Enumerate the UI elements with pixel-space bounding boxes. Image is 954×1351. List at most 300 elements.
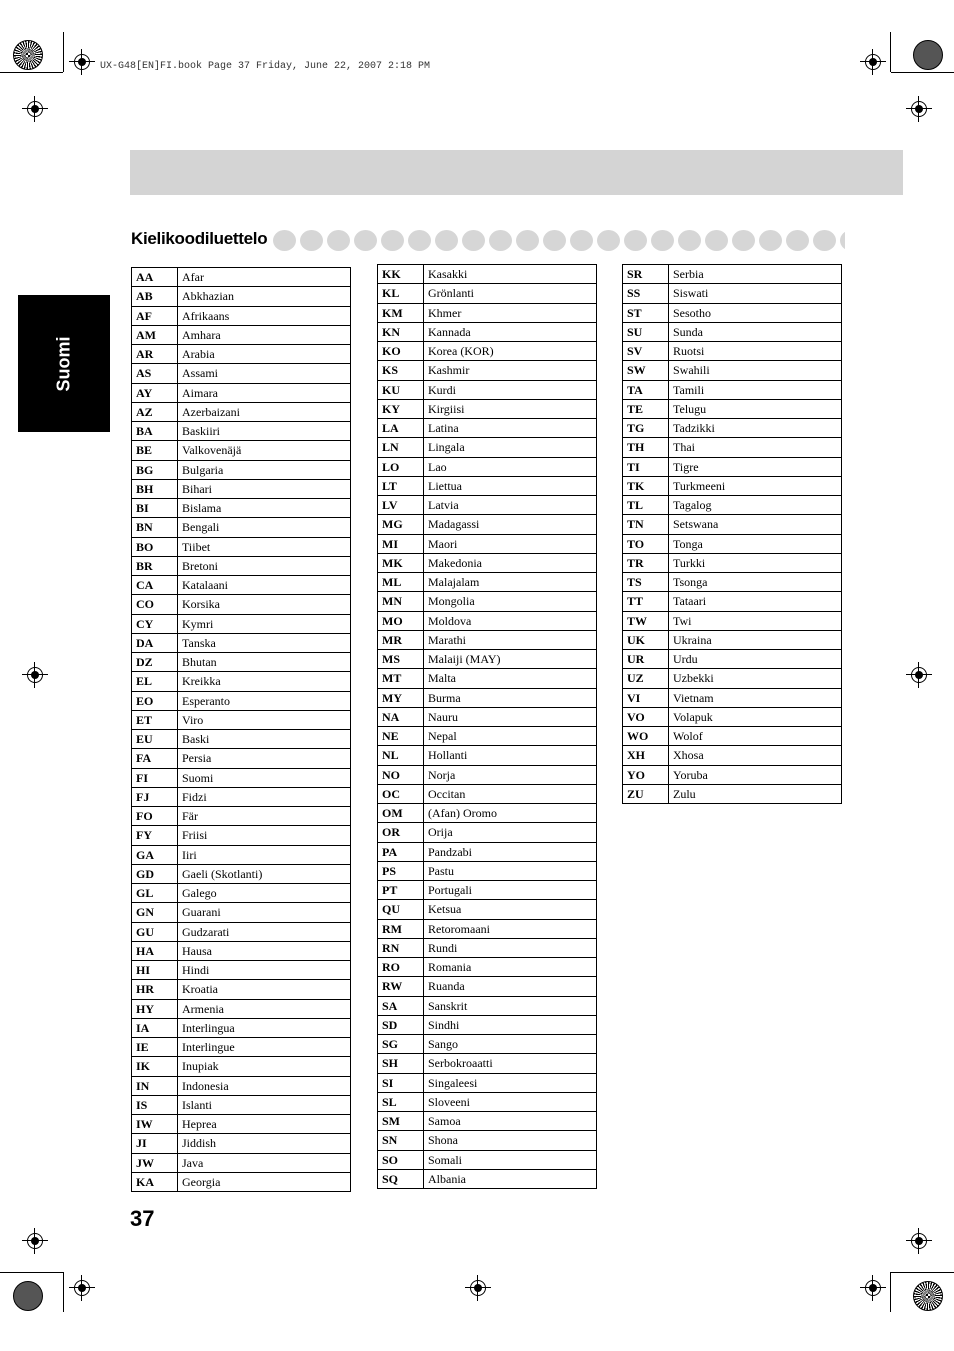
language-code: ET bbox=[132, 710, 178, 729]
language-code: GA bbox=[132, 845, 178, 864]
table-row bbox=[378, 765, 597, 784]
dot bbox=[273, 230, 296, 251]
table-row bbox=[132, 980, 351, 999]
language-name: Swahili bbox=[669, 361, 842, 380]
crop-mark bbox=[63, 1272, 64, 1312]
language-name: Ruotsi bbox=[669, 342, 842, 361]
language-name: Bihari bbox=[178, 479, 351, 498]
language-name: Urdu bbox=[669, 650, 842, 669]
language-name: Kashmir bbox=[424, 361, 597, 380]
language-name: Thai bbox=[669, 438, 842, 457]
table-row bbox=[378, 1054, 597, 1073]
language-code: SN bbox=[378, 1131, 424, 1150]
language-name: Tamili bbox=[669, 380, 842, 399]
language-code: SG bbox=[378, 1035, 424, 1054]
language-code: UR bbox=[623, 650, 669, 669]
crop-mark bbox=[890, 32, 891, 72]
crop-mark bbox=[0, 72, 63, 73]
table-row bbox=[378, 265, 597, 284]
language-name: Latvia bbox=[424, 496, 597, 515]
language-code: TT bbox=[623, 592, 669, 611]
language-name: Khmer bbox=[424, 303, 597, 322]
language-code: NE bbox=[378, 727, 424, 746]
language-code: AM bbox=[132, 325, 178, 344]
language-name: Nepal bbox=[424, 727, 597, 746]
table-row bbox=[378, 669, 597, 688]
language-code: AR bbox=[132, 345, 178, 364]
table-row bbox=[623, 611, 842, 630]
table-row bbox=[378, 342, 597, 361]
language-name: Sango bbox=[424, 1035, 597, 1054]
table-row bbox=[623, 573, 842, 592]
table-row bbox=[378, 1092, 597, 1111]
language-name: Singaleesi bbox=[424, 1073, 597, 1092]
table-row bbox=[623, 765, 842, 784]
language-name: Marathi bbox=[424, 630, 597, 649]
language-code: VI bbox=[623, 688, 669, 707]
language-name: Yoruba bbox=[669, 765, 842, 784]
table-row bbox=[378, 861, 597, 880]
dot bbox=[462, 230, 485, 251]
language-name: Albania bbox=[424, 1169, 597, 1188]
table-row bbox=[623, 534, 842, 553]
table-row bbox=[378, 900, 597, 919]
language-code: JW bbox=[132, 1153, 178, 1172]
dot bbox=[651, 230, 674, 251]
language-name: Ukraina bbox=[669, 630, 842, 649]
language-code: HA bbox=[132, 941, 178, 960]
table-row bbox=[132, 961, 351, 980]
table-row bbox=[132, 1153, 351, 1172]
table-row bbox=[132, 730, 351, 749]
table-row bbox=[132, 653, 351, 672]
language-code: RN bbox=[378, 938, 424, 957]
dot bbox=[543, 230, 566, 251]
language-code: PA bbox=[378, 842, 424, 861]
language-code: XH bbox=[623, 746, 669, 765]
crop-mark bbox=[890, 1272, 891, 1312]
table-row bbox=[378, 1112, 597, 1131]
language-name: Turkmeeni bbox=[669, 476, 842, 495]
language-name: Vietnam bbox=[669, 688, 842, 707]
table-row bbox=[378, 938, 597, 957]
table-row bbox=[378, 977, 597, 996]
table-row bbox=[378, 284, 597, 303]
table-row bbox=[132, 422, 351, 441]
table-row bbox=[378, 650, 597, 669]
table-row bbox=[132, 922, 351, 941]
dot bbox=[732, 230, 755, 251]
table-row bbox=[132, 807, 351, 826]
language-code: GL bbox=[132, 884, 178, 903]
language-code: KK bbox=[378, 265, 424, 284]
language-code: NL bbox=[378, 746, 424, 765]
table-row bbox=[623, 399, 842, 418]
dot bbox=[435, 230, 458, 251]
language-code: MY bbox=[378, 688, 424, 707]
table-row bbox=[378, 1169, 597, 1188]
dot bbox=[840, 230, 845, 251]
table-row bbox=[132, 1115, 351, 1134]
language-code: KN bbox=[378, 322, 424, 341]
language-name: Suomi bbox=[178, 768, 351, 787]
language-code: MG bbox=[378, 515, 424, 534]
language-name: Bislama bbox=[178, 499, 351, 518]
table-row bbox=[378, 496, 597, 515]
table-row bbox=[623, 669, 842, 688]
table-row bbox=[132, 306, 351, 325]
language-name: Gudzarati bbox=[178, 922, 351, 941]
table-row bbox=[132, 903, 351, 922]
language-name: Somali bbox=[424, 1150, 597, 1169]
table-row bbox=[132, 826, 351, 845]
table-row bbox=[378, 322, 597, 341]
language-name: Wolof bbox=[669, 727, 842, 746]
registration-disc-icon bbox=[13, 40, 43, 70]
language-code: SH bbox=[378, 1054, 424, 1073]
table-row bbox=[378, 592, 597, 611]
language-code: IE bbox=[132, 1038, 178, 1057]
language-name: Retoromaani bbox=[424, 919, 597, 938]
table-row bbox=[132, 402, 351, 421]
language-name: Assami bbox=[178, 364, 351, 383]
language-code: CO bbox=[132, 595, 178, 614]
language-name: Kurdi bbox=[424, 380, 597, 399]
language-code: VO bbox=[623, 707, 669, 726]
table-row bbox=[623, 361, 842, 380]
language-code: FI bbox=[132, 768, 178, 787]
language-name: Zulu bbox=[669, 784, 842, 803]
table-row bbox=[623, 476, 842, 495]
table-row bbox=[378, 438, 597, 457]
language-code: TG bbox=[623, 419, 669, 438]
language-name: Pastu bbox=[424, 861, 597, 880]
table-row bbox=[132, 864, 351, 883]
language-name: Heprea bbox=[178, 1115, 351, 1134]
language-code: FY bbox=[132, 826, 178, 845]
table-row bbox=[132, 268, 351, 287]
table-row bbox=[623, 592, 842, 611]
table-row bbox=[378, 919, 597, 938]
language-code: IA bbox=[132, 1018, 178, 1037]
page-number: 37 bbox=[130, 1206, 155, 1231]
table-row bbox=[132, 749, 351, 768]
table-row bbox=[132, 1095, 351, 1114]
language-name: Georgia bbox=[178, 1172, 351, 1191]
table-row bbox=[623, 438, 842, 457]
crop-mark bbox=[891, 72, 954, 73]
table-row bbox=[623, 553, 842, 572]
language-name: Pandzabi bbox=[424, 842, 597, 861]
table-row bbox=[378, 1073, 597, 1092]
language-name: Sindhi bbox=[424, 1015, 597, 1034]
language-name: Burma bbox=[424, 688, 597, 707]
language-code: EO bbox=[132, 691, 178, 710]
language-name: Hausa bbox=[178, 941, 351, 960]
language-code: BI bbox=[132, 499, 178, 518]
language-code: FJ bbox=[132, 787, 178, 806]
language-name: Maori bbox=[424, 534, 597, 553]
print-header: UX-G48[EN]FI.book Page 37 Friday, June 22, 2007 2:18 PM bbox=[100, 61, 431, 72]
language-name: Tagalog bbox=[669, 496, 842, 515]
language-code: BO bbox=[132, 537, 178, 556]
language-code: MN bbox=[378, 592, 424, 611]
language-code: KY bbox=[378, 399, 424, 418]
table-row bbox=[132, 884, 351, 903]
language-name: Tsonga bbox=[669, 573, 842, 592]
language-name: Tataari bbox=[669, 592, 842, 611]
language-code: OC bbox=[378, 784, 424, 803]
language-code: MS bbox=[378, 650, 424, 669]
language-code: RW bbox=[378, 977, 424, 996]
language-code: KM bbox=[378, 303, 424, 322]
language-code: SU bbox=[623, 322, 669, 341]
section-title: Kielikoodiluettelo bbox=[131, 229, 268, 248]
table-row bbox=[378, 611, 597, 630]
table-row bbox=[132, 845, 351, 864]
language-code: IS bbox=[132, 1095, 178, 1114]
table-row bbox=[623, 457, 842, 476]
table-row bbox=[132, 595, 351, 614]
language-code: TW bbox=[623, 611, 669, 630]
language-side-tab bbox=[18, 295, 110, 432]
table-row bbox=[378, 553, 597, 572]
language-name: Kirgiisi bbox=[424, 399, 597, 418]
table-row bbox=[378, 1131, 597, 1150]
language-name: Kreikka bbox=[178, 672, 351, 691]
language-code: DA bbox=[132, 633, 178, 652]
language-name: Uzbekki bbox=[669, 669, 842, 688]
table-row bbox=[623, 342, 842, 361]
language-code: CA bbox=[132, 576, 178, 595]
language-name: Madagassi bbox=[424, 515, 597, 534]
language-code: AF bbox=[132, 306, 178, 325]
language-name: Arabia bbox=[178, 345, 351, 364]
language-name: Hindi bbox=[178, 961, 351, 980]
language-name: Shona bbox=[424, 1131, 597, 1150]
table-row bbox=[132, 1018, 351, 1037]
table-row bbox=[378, 361, 597, 380]
language-name: Bhutan bbox=[178, 653, 351, 672]
table-row bbox=[132, 479, 351, 498]
language-code: UK bbox=[623, 630, 669, 649]
language-code: SA bbox=[378, 996, 424, 1015]
language-code: BH bbox=[132, 479, 178, 498]
language-name: Java bbox=[178, 1153, 351, 1172]
language-name: Grönlanti bbox=[424, 284, 597, 303]
dot bbox=[786, 230, 809, 251]
dot bbox=[489, 230, 512, 251]
language-code: BR bbox=[132, 556, 178, 575]
title-dot-rule bbox=[273, 230, 845, 252]
table-row bbox=[132, 1134, 351, 1153]
language-code: ST bbox=[623, 303, 669, 322]
language-name: Romania bbox=[424, 958, 597, 977]
table-row bbox=[378, 688, 597, 707]
language-name: Hollanti bbox=[424, 746, 597, 765]
language-name: Serbia bbox=[669, 265, 842, 284]
table-row bbox=[378, 399, 597, 418]
language-name: Occitan bbox=[424, 784, 597, 803]
language-code: ML bbox=[378, 573, 424, 592]
language-code-table-1 bbox=[131, 267, 351, 1192]
language-name: Guarani bbox=[178, 903, 351, 922]
language-code: KS bbox=[378, 361, 424, 380]
table-row bbox=[378, 881, 597, 900]
language-code: UZ bbox=[623, 669, 669, 688]
table-row bbox=[378, 1150, 597, 1169]
language-name: Makedonia bbox=[424, 553, 597, 572]
language-name: Galego bbox=[178, 884, 351, 903]
language-code: FO bbox=[132, 807, 178, 826]
language-name: Fär bbox=[178, 807, 351, 826]
language-name: Kasakki bbox=[424, 265, 597, 284]
table-row bbox=[132, 710, 351, 729]
language-name: Inupiak bbox=[178, 1057, 351, 1076]
language-code: HY bbox=[132, 999, 178, 1018]
language-code-table-3 bbox=[622, 264, 842, 804]
language-code: RM bbox=[378, 919, 424, 938]
table-row bbox=[378, 707, 597, 726]
language-code: GU bbox=[132, 922, 178, 941]
language-code: MO bbox=[378, 611, 424, 630]
language-code: PT bbox=[378, 881, 424, 900]
language-code: AB bbox=[132, 287, 178, 306]
language-code: SW bbox=[623, 361, 669, 380]
table-row bbox=[623, 650, 842, 669]
table-row bbox=[378, 1035, 597, 1054]
language-code: MI bbox=[378, 534, 424, 553]
language-name: Lingala bbox=[424, 438, 597, 457]
language-code: NO bbox=[378, 765, 424, 784]
language-code: TR bbox=[623, 553, 669, 572]
language-code: KO bbox=[378, 342, 424, 361]
language-code: SS bbox=[623, 284, 669, 303]
language-name: Twi bbox=[669, 611, 842, 630]
table-row bbox=[132, 633, 351, 652]
language-code: MR bbox=[378, 630, 424, 649]
registration-disc-icon bbox=[913, 40, 943, 70]
language-code: TK bbox=[623, 476, 669, 495]
language-name: Afar bbox=[178, 268, 351, 287]
crosshair-icon bbox=[27, 1233, 43, 1249]
registration-disc-icon bbox=[13, 1281, 43, 1311]
language-code: NA bbox=[378, 707, 424, 726]
language-code: HI bbox=[132, 961, 178, 980]
table-row bbox=[132, 1172, 351, 1191]
language-code: TN bbox=[623, 515, 669, 534]
language-code: FA bbox=[132, 749, 178, 768]
language-code: LV bbox=[378, 496, 424, 515]
language-code: KL bbox=[378, 284, 424, 303]
dot bbox=[354, 230, 377, 251]
table-row bbox=[132, 383, 351, 402]
registration-disc-icon bbox=[913, 1281, 943, 1311]
language-name: Interlingua bbox=[178, 1018, 351, 1037]
language-code: IN bbox=[132, 1076, 178, 1095]
language-code: LN bbox=[378, 438, 424, 457]
crosshair-icon bbox=[911, 101, 927, 117]
table-row bbox=[623, 746, 842, 765]
language-code: KU bbox=[378, 380, 424, 399]
table-row bbox=[378, 573, 597, 592]
language-code: SI bbox=[378, 1073, 424, 1092]
language-name: Iiri bbox=[178, 845, 351, 864]
language-code: SR bbox=[623, 265, 669, 284]
language-code: OM bbox=[378, 804, 424, 823]
crosshair-icon bbox=[865, 54, 881, 70]
language-code: MT bbox=[378, 669, 424, 688]
language-code: BA bbox=[132, 422, 178, 441]
dot bbox=[813, 230, 836, 251]
crosshair-icon bbox=[74, 1280, 90, 1296]
crosshair-icon bbox=[911, 1233, 927, 1249]
language-code: TH bbox=[623, 438, 669, 457]
language-name: Islanti bbox=[178, 1095, 351, 1114]
table-row bbox=[132, 1057, 351, 1076]
language-code: YO bbox=[623, 765, 669, 784]
crosshair-icon bbox=[27, 667, 43, 683]
language-name: Baskiiri bbox=[178, 422, 351, 441]
language-code: TS bbox=[623, 573, 669, 592]
language-code: SQ bbox=[378, 1169, 424, 1188]
language-name: Orija bbox=[424, 823, 597, 842]
table-row bbox=[132, 325, 351, 344]
table-row bbox=[132, 460, 351, 479]
table-row bbox=[623, 784, 842, 803]
table-row bbox=[623, 322, 842, 341]
language-name: Kymri bbox=[178, 614, 351, 633]
table-row bbox=[132, 287, 351, 306]
dot bbox=[381, 230, 404, 251]
language-name: Amhara bbox=[178, 325, 351, 344]
language-code: TL bbox=[623, 496, 669, 515]
language-code: AZ bbox=[132, 402, 178, 421]
language-name: Kannada bbox=[424, 322, 597, 341]
language-code: AS bbox=[132, 364, 178, 383]
language-name: Viro bbox=[178, 710, 351, 729]
language-name: Rundi bbox=[424, 938, 597, 957]
language-name: (Afan) Oromo bbox=[424, 804, 597, 823]
table-row bbox=[132, 691, 351, 710]
language-code: BG bbox=[132, 460, 178, 479]
table-row bbox=[378, 958, 597, 977]
table-row bbox=[132, 499, 351, 518]
table-row bbox=[623, 688, 842, 707]
language-name: Bengali bbox=[178, 518, 351, 537]
table-row bbox=[623, 284, 842, 303]
table-row bbox=[132, 441, 351, 460]
table-row bbox=[378, 996, 597, 1015]
language-name: Esperanto bbox=[178, 691, 351, 710]
language-name: Sunda bbox=[669, 322, 842, 341]
language-name: Persia bbox=[178, 749, 351, 768]
dot bbox=[300, 230, 323, 251]
dot bbox=[759, 230, 782, 251]
table-row bbox=[132, 364, 351, 383]
language-code: RO bbox=[378, 958, 424, 977]
language-code: GN bbox=[132, 903, 178, 922]
language-name: Telugu bbox=[669, 399, 842, 418]
language-name: Indonesia bbox=[178, 1076, 351, 1095]
dot bbox=[570, 230, 593, 251]
language-code: GD bbox=[132, 864, 178, 883]
language-name: Malta bbox=[424, 669, 597, 688]
language-code: WO bbox=[623, 727, 669, 746]
language-name: Tonga bbox=[669, 534, 842, 553]
language-code: EL bbox=[132, 672, 178, 691]
language-name: Katalaani bbox=[178, 576, 351, 595]
